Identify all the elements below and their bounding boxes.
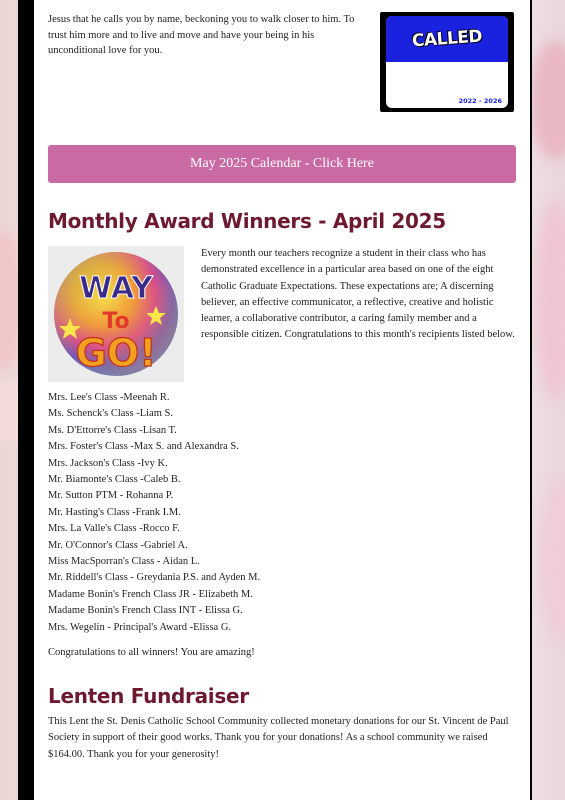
list-item: Mr. Riddell's Class - Greydania P.S. and Ayden M. (48, 572, 261, 584)
list-item: Mrs. Lee's Class -Meenah R. (48, 392, 170, 403)
list-item: Ms. Schenck's Class -Liam S. (48, 408, 173, 420)
go-text: GO! (75, 331, 157, 375)
lenten-paragraph: This Lent the St. Denis Catholic School Community collected monetary donations for our St. Vincent de Paul Society in support of their good works. Thank you for your donations! As a school community we raised $164.00. Thank you for your generosity! (48, 716, 509, 760)
list-item: Ms. D'Ettorre's Class -Lisan T. (48, 424, 177, 436)
list-item: Mr. Biamonte's Class -Caleb B. (48, 474, 181, 486)
background-flower (540, 480, 565, 640)
award-description: Every month our teachers recognize a student in their class who has demonstrated excellence in a particular area based on one of the eight Catholic Graduate Expectations. These expectations are; A discerning believer, an effective communicator, a reflective, creative and holistic learner, a collaborative contributor, a caring family member and a responsible citizen. Congratulations to this month's recipients listed below. (201, 248, 515, 341)
list-item: Mrs. La Valle's Class -Rocco F. (48, 523, 180, 535)
list-item: Mrs. Wegelin - Principal's Award -Elissa G. (48, 621, 232, 633)
list-item: Mr. O'Connor's Class -Gabriel A. (48, 539, 188, 551)
list-item: Mr. Sutton PTM - Rohanna P. (48, 490, 174, 502)
background-flower (530, 40, 565, 160)
intro-paragraph: Jesus that he calls you by name, beckoning you to walk closer to him. To trust him more and to live and move and have your being in his unconditional love for you. (48, 14, 355, 56)
called-years: 2022 - 2026 (458, 97, 502, 105)
way-text: WAY (79, 271, 153, 306)
list-item: Mrs. Foster's Class -Max S. and Alexandra S. (48, 441, 239, 453)
way-to-go-sticker-icon (48, 246, 184, 382)
way-to-go-image (48, 246, 184, 382)
congrats-text: Congratulations to all winners! You are amazing! (48, 647, 255, 658)
list-item: Miss MacSporran's Class - Aidan L. (48, 556, 200, 568)
to-text: To (102, 309, 130, 334)
lenten-section-title: Lenten Fundraiser (48, 684, 249, 708)
called-badge-image (380, 12, 514, 112)
winners-list (48, 390, 518, 636)
calendar-button[interactable]: May 2025 Calendar - Click Here (48, 145, 516, 183)
newsletter-content (34, 0, 530, 800)
award-section-title: Monthly Award Winners - April 2025 (48, 209, 446, 233)
background-flower (535, 200, 565, 400)
called-logo: CALLED (411, 26, 483, 52)
list-item: Mrs. Jackson's Class -Ivy K. (48, 457, 168, 469)
list-item: Madame Bonin's French Class INT - Elissa G. (48, 605, 243, 617)
list-item: Mr. Hasting's Class -Frank I.M. (48, 506, 181, 518)
list-item: Madame Bonin's French Class JR - Elizabeth M. (48, 588, 253, 600)
